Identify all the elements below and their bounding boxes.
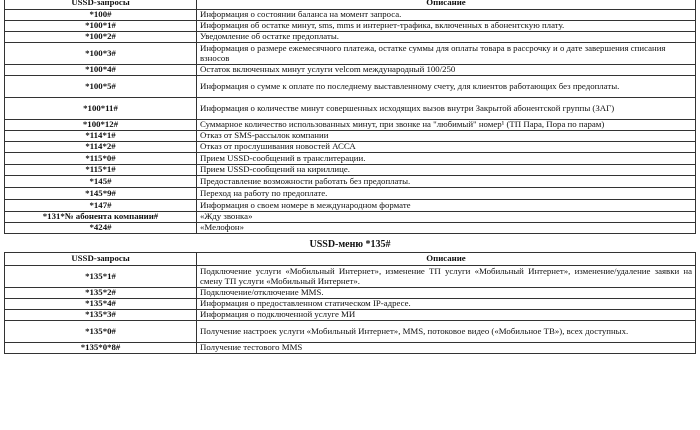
description-cell: Информация о своем номере в международном формате	[197, 200, 696, 212]
ussd-code-cell: *100*11#	[5, 98, 197, 120]
description-cell: Получение тестового MMS	[197, 343, 696, 354]
table-row	[5, 10, 696, 21]
table-row	[5, 188, 696, 200]
description-cell: «Мелофон»	[197, 223, 696, 234]
table-row	[5, 98, 696, 120]
description-cell: Отказ от прослушивания новостей АССА	[197, 142, 696, 153]
table-row	[5, 223, 696, 234]
column-header-requests: USSD-запросы	[5, 0, 197, 10]
description-cell: Отказ от SMS-рассылок компании	[197, 131, 696, 142]
description-cell: Информация об остатке минут, sms, mms и интернет-трафика, включенных в абонентскую плату.	[197, 21, 696, 32]
description-cell: Информация о подключенной услуге МИ	[197, 310, 696, 321]
description-cell: Остаток включенных минут услуги velcom международный 100/250	[197, 65, 696, 76]
description-cell: Информация о количестве минут совершенных исходящих вызов внутри Закрытой абонентской группы (ЗАГ)	[197, 98, 696, 120]
description-cell: Переход на работу по предоплате.	[197, 188, 696, 200]
description-cell: Подключение услуги «Мобильный Интернет», изменение ТП услуги «Мобильный Интернет», изменение/удаление заявки на смену ТП услуги «Мобильный Интернет».	[197, 266, 696, 288]
description-cell: Предоставление возможности работать без предоплаты.	[197, 176, 696, 188]
table-row	[5, 153, 696, 165]
table-row	[5, 43, 696, 65]
table-row	[5, 21, 696, 32]
description-cell: Подключение/отключение MMS.	[197, 288, 696, 299]
ussd-code-cell: *135*2#	[5, 288, 197, 299]
description-cell: Информация о сумме к оплате по последнему выставленному счету, для клиентов работающих без предоплаты.	[197, 76, 696, 98]
document-page	[4, 0, 696, 354]
table-row	[5, 200, 696, 212]
ussd-code-cell: *145*9#	[5, 188, 197, 200]
description-cell: Уведомление об остатке предоплаты.	[197, 32, 696, 43]
ussd-code-cell: *100*4#	[5, 65, 197, 76]
ussd-code-cell: *114*1#	[5, 131, 197, 142]
description-cell: Информация о размере ежемесячного платежа, остатке суммы для оплаты товара в рассрочку и о дате завершения списания взносов	[197, 43, 696, 65]
ussd-code-cell: *147#	[5, 200, 197, 212]
ussd-code-cell: *115*0#	[5, 153, 197, 165]
ussd-menu-135-table	[4, 252, 696, 354]
ussd-code-cell: *135*4#	[5, 299, 197, 310]
column-header-description: Описание	[197, 0, 696, 10]
ussd-code-cell: *100*5#	[5, 76, 197, 98]
table-row	[5, 343, 696, 354]
description-cell: Информация о состоянии баланса на момент запроса.	[197, 10, 696, 21]
table-row	[5, 76, 696, 98]
ussd-code-cell: *135*0#	[5, 321, 197, 343]
table-row	[5, 165, 696, 176]
table-row	[5, 299, 696, 310]
table-row	[5, 212, 696, 223]
table-row	[5, 142, 696, 153]
table-row	[5, 131, 696, 142]
table-row	[5, 288, 696, 299]
table-header-row	[5, 0, 696, 10]
description-cell: Прием USSD-сообщений в транслитерации.	[197, 153, 696, 165]
table-row	[5, 310, 696, 321]
ussd-code-cell: *135*0*8#	[5, 343, 197, 354]
description-cell: «Жду звонка»	[197, 212, 696, 223]
description-cell: Прием USSD-сообщений на кириллице.	[197, 165, 696, 176]
ussd-code-cell: *100*12#	[5, 120, 197, 131]
ussd-code-cell: *100*3#	[5, 43, 197, 65]
table-row	[5, 120, 696, 131]
ussd-code-cell: *100*1#	[5, 21, 197, 32]
column-header-requests: USSD-запросы	[5, 253, 197, 266]
ussd-code-cell: *424#	[5, 223, 197, 234]
description-cell: Суммарное количество использованных минут, при звонке на "любимый" номер¹ (ТП Пара, Пора по парам)	[197, 120, 696, 131]
ussd-code-cell: *100#	[5, 10, 197, 21]
ussd-code-cell: *145#	[5, 176, 197, 188]
table-row	[5, 176, 696, 188]
description-cell: Получение настроек услуги «Мобильный Интернет», MMS, потоковое видео («Мобильное ТВ»), всех доступных.	[197, 321, 696, 343]
description-cell: Информация о предоставленном статическом IP-адресе.	[197, 299, 696, 310]
ussd-code-cell: *135*1#	[5, 266, 197, 288]
ussd-requests-table	[4, 0, 696, 234]
table-row	[5, 32, 696, 43]
column-header-description: Описание	[197, 253, 696, 266]
section-title: USSD-меню *135#	[309, 239, 391, 250]
ussd-code-cell: *135*3#	[5, 310, 197, 321]
table-row	[5, 266, 696, 288]
ussd-code-cell: *115*1#	[5, 165, 197, 176]
ussd-code-cell: *114*2#	[5, 142, 197, 153]
ussd-code-cell: *131*№ абонента компании#	[5, 212, 197, 223]
table-header-row	[5, 253, 696, 266]
table-row	[5, 65, 696, 76]
ussd-code-cell: *100*2#	[5, 32, 197, 43]
table-row	[5, 321, 696, 343]
